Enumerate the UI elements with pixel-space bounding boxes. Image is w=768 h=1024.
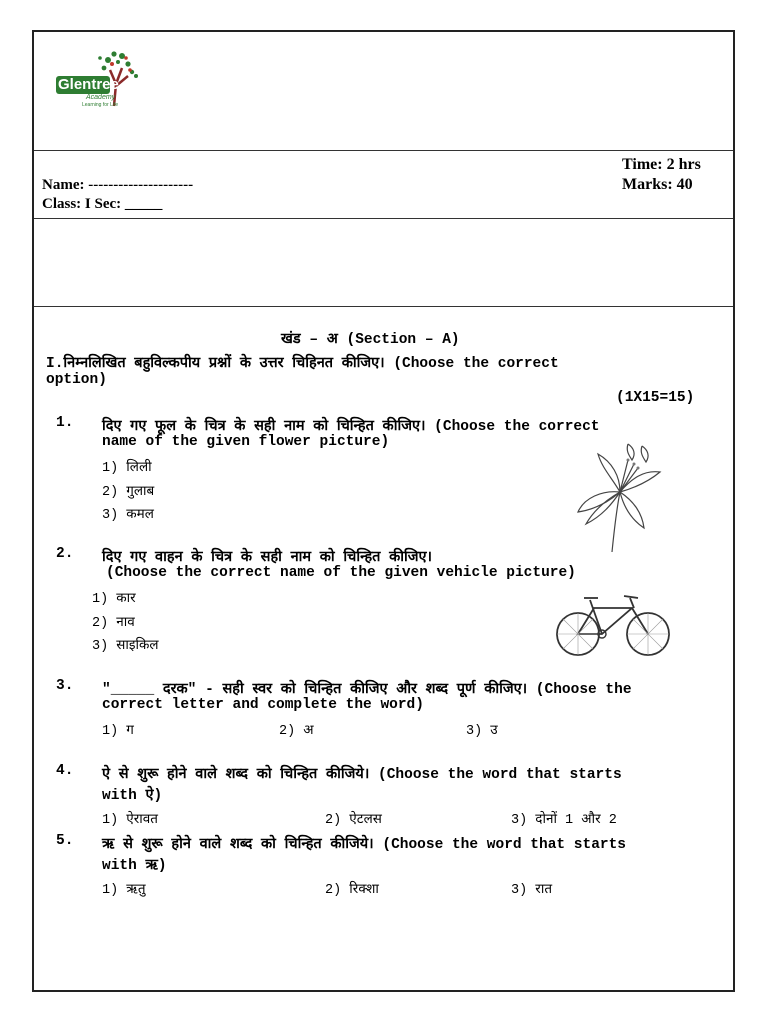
blank-divider: [34, 306, 733, 307]
question-number: 1.: [56, 415, 74, 431]
lily-flower-icon: [572, 442, 664, 554]
question-number: 3.: [56, 678, 74, 694]
option[interactable]: 2) अ: [279, 724, 314, 739]
question-text: name of the given flower picture): [102, 434, 390, 450]
name-field: Name: ---------------------: [42, 177, 194, 193]
logo-tagline: Learning for Life: [82, 102, 119, 108]
option[interactable]: 2) ऐटलस: [325, 813, 382, 828]
question-text: ऋ से शुरू होने वाले शब्द को चिन्हित कीजिये। (Choose the word that starts: [102, 837, 627, 853]
option[interactable]: 1) ग: [102, 724, 134, 739]
option[interactable]: 2) गुलाब: [102, 485, 155, 500]
option[interactable]: 3) साइकिल: [92, 639, 159, 654]
instruction-line1: I.निम्नलिखित बहुविल्कपीय प्रश्नों के उत्तर चिहिनत कीजिए। (Choose the correct: [46, 356, 559, 372]
option[interactable]: 1) ऋतु: [102, 883, 146, 898]
info-divider: [34, 218, 733, 219]
option[interactable]: 3) कमल: [102, 508, 154, 523]
option[interactable]: 2) नाव: [92, 616, 135, 631]
question-text: ऐ से शुरू होने वाले शब्द को चिन्हित कीजिये। (Choose the word that starts: [102, 767, 622, 783]
time-label: Time: 2 hrs: [622, 156, 701, 173]
question-text: with ऋ): [102, 858, 167, 874]
option[interactable]: 1) ऐरावत: [102, 813, 158, 828]
question-text: with ऐ): [102, 788, 163, 804]
exam-sheet: [32, 30, 735, 992]
question-text: (Choose the correct name of the given vehicle picture): [106, 565, 576, 581]
logo-name: Glentree: [58, 76, 119, 93]
question-text: दिए गए फूल के चित्र के सही नाम को चिन्हित कीजिए। (Choose the correct: [102, 419, 600, 435]
option[interactable]: 3) रात: [511, 883, 553, 898]
question-number: 5.: [56, 833, 74, 849]
option[interactable]: 1) लिली: [102, 461, 152, 476]
school-logo: [52, 46, 146, 110]
section-title: खंड – अ (Section – A): [281, 332, 460, 348]
class-field: Class: I Sec: _____: [42, 196, 163, 212]
question-text: "_____ दरक" - सही स्वर को चिन्हित कीजिए और शब्द पूर्ण कीजिए। (Choose the: [102, 682, 632, 698]
logo-sub: Academy: [86, 94, 116, 101]
marks-label: Marks: 40: [622, 176, 693, 193]
question-number: 2.: [56, 546, 74, 562]
option[interactable]: 2) रिक्शा: [325, 883, 379, 898]
question-number: 4.: [56, 763, 74, 779]
header-divider: [34, 150, 733, 151]
question-text: correct letter and complete the word): [102, 697, 424, 713]
question-text: दिए गए वाहन के चित्र के सही नाम को चिन्हित कीजिए।: [102, 550, 433, 566]
marks-note: (1X15=15): [616, 390, 695, 406]
bicycle-icon: [554, 590, 672, 660]
option[interactable]: 3) उ: [466, 724, 498, 739]
option[interactable]: 3) दोनों 1 और 2: [511, 813, 617, 828]
instruction-line2: option): [46, 372, 107, 388]
option[interactable]: 1) कार: [92, 592, 136, 607]
